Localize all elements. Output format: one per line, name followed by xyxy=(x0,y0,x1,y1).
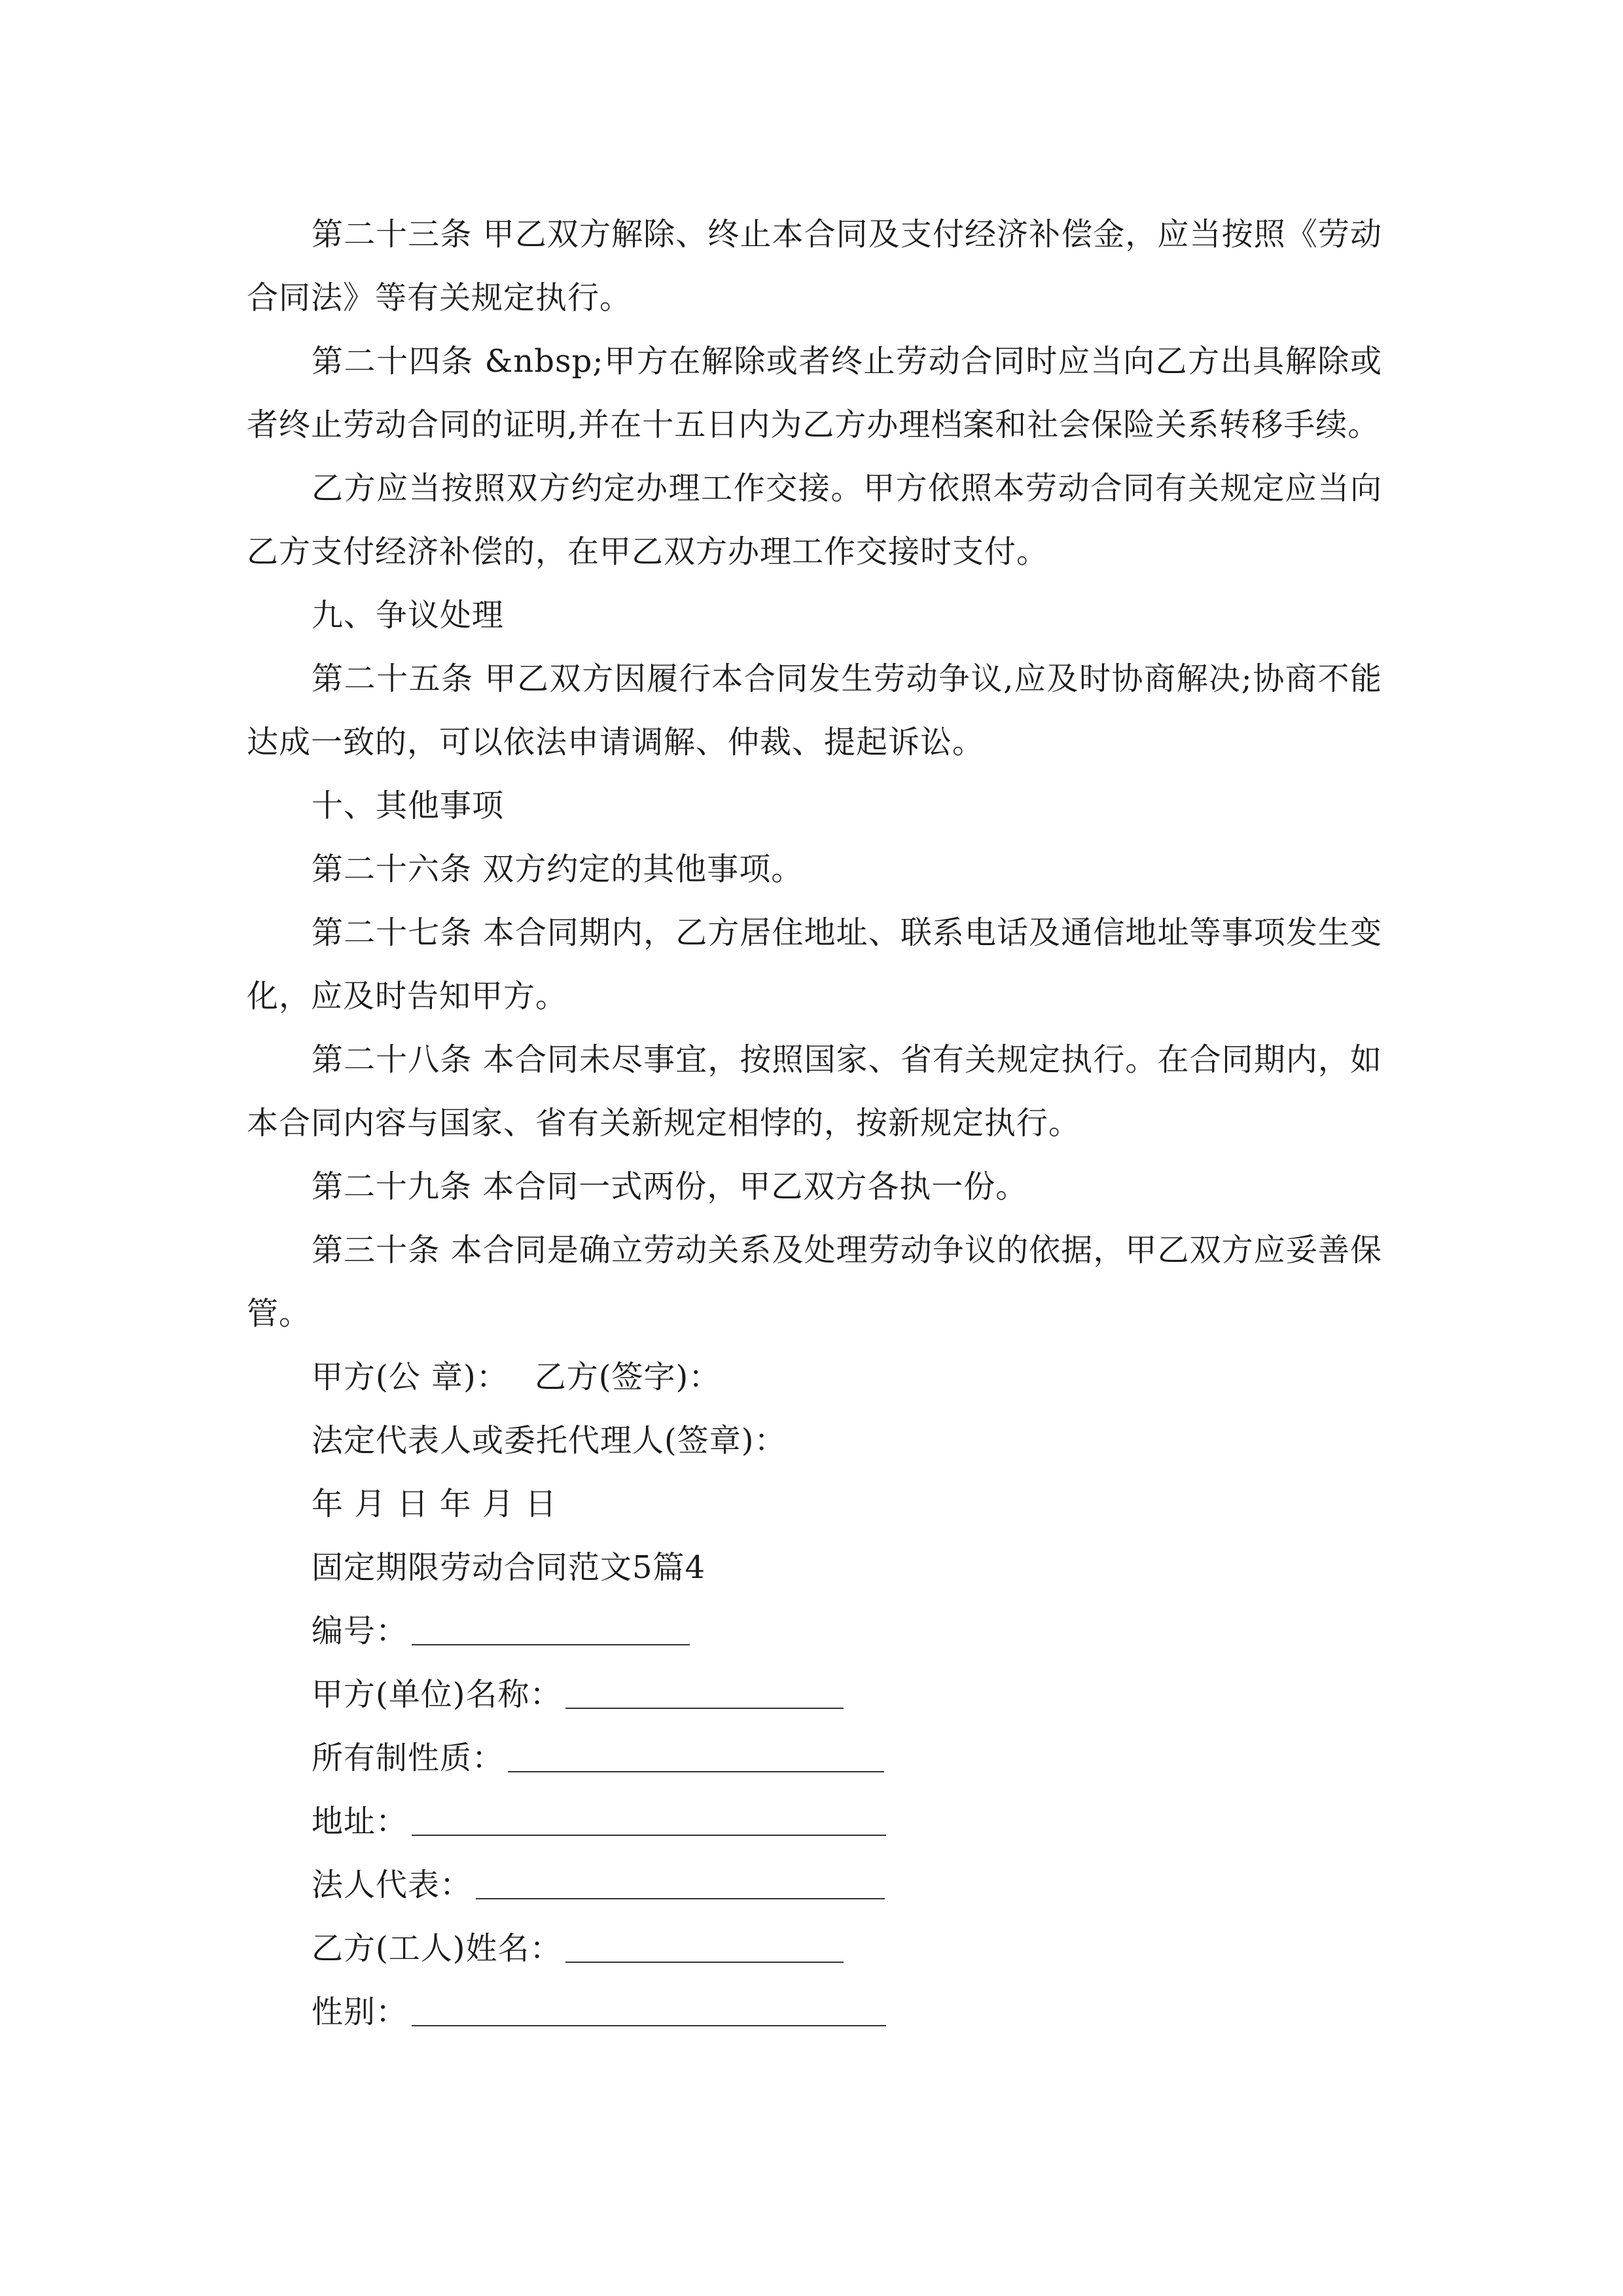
party-a-name-blank[interactable] xyxy=(565,1676,844,1709)
article-25: 第二十五条 甲乙双方因履行本合同发生劳动争议,应及时协商解决;协商不能达成一致的，可以依法申请调解、仲裁、提起诉讼。 xyxy=(247,660,1382,761)
address-label: 地址： xyxy=(312,1803,408,1840)
serial-number-blank[interactable] xyxy=(412,1613,690,1645)
ownership-blank[interactable] xyxy=(508,1740,884,1772)
serial-number-label: 编号： xyxy=(312,1613,408,1649)
next-contract-title: 固定期限劳动合同范文5篇4 xyxy=(312,1549,706,1586)
document-body xyxy=(247,203,1382,2044)
article-30: 第三十条 本合同是确立劳动关系及处理劳动争议的依据，甲乙双方应妥善保管。 xyxy=(247,1232,1382,1332)
article-29: 第二十九条 本合同一式两份，甲乙双方各执一份。 xyxy=(312,1168,1028,1205)
ownership-field xyxy=(247,1727,1382,1790)
article-24: 第二十四条 &nbsp;甲方在解除或者终止劳动合同时应当向乙方出具解除或者终止劳动合同的证明,并在十五日内为乙方办理档案和社会保险关系转移手续。 xyxy=(247,343,1382,443)
article-27: 第二十七条 本合同期内，乙方居住地址、联系电话及通信地址等事项发生变化，应及时告知甲方。 xyxy=(247,914,1382,1014)
party-a-name-label: 甲方(单位)名称： xyxy=(312,1676,562,1713)
legal-rep-label: 法人代表： xyxy=(312,1867,473,1903)
party-b-sign-label: 乙方(签字)： xyxy=(534,1359,721,1395)
serial-number-field xyxy=(247,1600,1382,1663)
legal-rep-blank[interactable] xyxy=(476,1867,885,1899)
ownership-label: 所有制性质： xyxy=(312,1740,505,1776)
party-a-seal-label: 甲方(公 章)： xyxy=(312,1359,508,1395)
address-field xyxy=(247,1790,1382,1854)
party-b-name-blank[interactable] xyxy=(565,1930,844,1963)
article-26: 第二十六条 双方约定的其他事项。 xyxy=(312,851,804,888)
section-heading-other: 十、其他事项 xyxy=(312,787,505,824)
party-b-name-label: 乙方(工人)姓名： xyxy=(312,1930,562,1967)
signature-parties xyxy=(247,1346,1382,1409)
representative-signature: 法定代表人或委托代理人(签章)： xyxy=(312,1422,787,1459)
handover-paragraph: 乙方应当按照双方约定办理工作交接。甲方依照本劳动合同有关规定应当向乙方支付经济补偿的，在甲乙双方办理工作交接时支付。 xyxy=(247,470,1382,570)
gender-blank[interactable] xyxy=(412,1994,886,2026)
article-28: 第二十八条 本合同未尽事宜，按照国家、省有关规定执行。在合同期内，如本合同内容与国家、省有关新规定相悖的，按新规定执行。 xyxy=(247,1041,1382,1141)
party-a-name-field xyxy=(247,1663,1382,1727)
date-line: 年 月 日 年 月 日 xyxy=(312,1486,558,1522)
gender-field xyxy=(247,1981,1382,2044)
section-heading-dispute: 九、争议处理 xyxy=(312,597,505,634)
gender-label: 性别： xyxy=(312,1994,408,2030)
legal-rep-field xyxy=(247,1854,1382,1917)
article-23: 第二十三条 甲乙双方解除、终止本合同及支付经济补偿金，应当按照《劳动合同法》等有关规定执行。 xyxy=(247,216,1382,316)
party-b-name-field xyxy=(247,1917,1382,1981)
address-blank[interactable] xyxy=(412,1803,886,1836)
